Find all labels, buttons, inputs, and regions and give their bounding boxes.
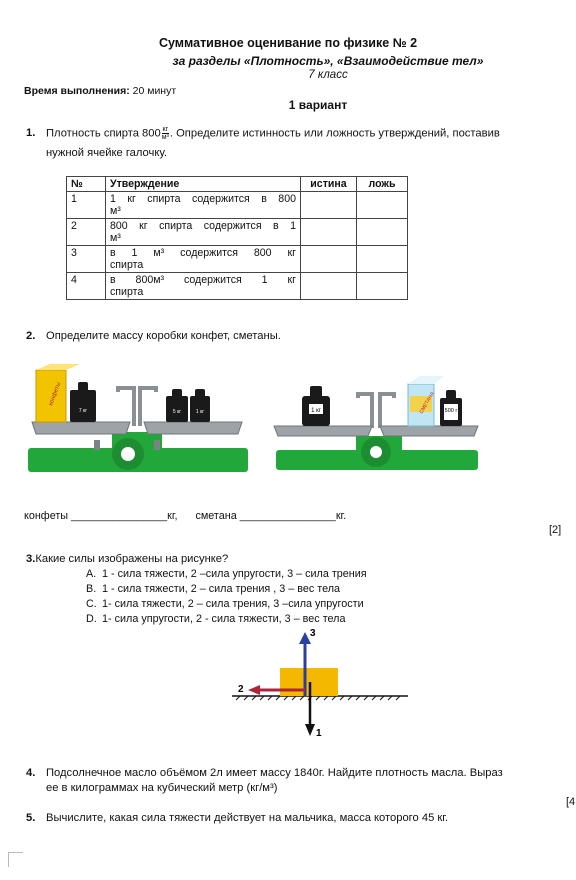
question-text: Вычислите, какая сила тяжести действует на мальчика, масса которого 45 кг. — [46, 812, 449, 824]
column-header-statement: Утверждение — [106, 177, 301, 192]
false-checkbox-cell[interactable] — [357, 246, 408, 273]
question-text: Плотность спирта 800 — [46, 127, 161, 140]
column-header-false: ложь — [357, 177, 408, 192]
page-corner-mark — [8, 852, 23, 867]
right-pan — [144, 422, 242, 434]
scale-sour-cream-illustration — [272, 374, 482, 474]
false-checkbox-cell[interactable] — [357, 273, 408, 300]
force-3-label: 3 — [310, 628, 316, 639]
option-a[interactable]: A. 1 - сила тяжести, 2 –сила упругости, 3 – сила трения — [86, 568, 367, 580]
option-b[interactable]: B. 1 - сила тяжести, 2 – сила трения , 3 – вес тела — [86, 583, 341, 595]
answer-sour-cream-unit: кг. — [335, 510, 347, 522]
statement-cell: в 1 м³ содержится 800 кг спирта — [106, 246, 301, 273]
question-text: Подсолнечное масло объёмом 2л имеет массу 1840г. Найдите плотность масла. Выраз — [46, 767, 503, 779]
candy-box-label: конфеты — [48, 381, 63, 407]
question-5 — [26, 812, 448, 824]
row-number: 4 — [67, 273, 106, 300]
table-header-row — [67, 177, 408, 192]
variant-label: 1 вариант — [288, 98, 348, 112]
arrow-1-head — [305, 724, 315, 736]
weight-500g-label: 500 г — [444, 408, 458, 414]
true-checkbox-cell[interactable] — [301, 219, 357, 246]
answer-candy-blank[interactable]: ________________ — [71, 510, 168, 522]
column-header-true: истина — [301, 177, 357, 192]
statements-table — [66, 176, 408, 300]
table-row — [67, 192, 408, 219]
option-c[interactable]: C. 1- сила тяжести, 2 – сила трения, 3 –сила упругости — [86, 598, 364, 610]
weight-7kg — [70, 390, 96, 422]
weight-7kg-label: 7 кг — [78, 408, 88, 414]
time-info — [24, 85, 176, 97]
true-checkbox-cell[interactable] — [301, 246, 357, 273]
question-2 — [26, 330, 281, 342]
worksheet-subtitle: за разделы «Плотность», «Взаимодействие тел» — [172, 54, 484, 68]
false-checkbox-cell[interactable] — [357, 192, 408, 219]
time-value: 20 минут — [132, 85, 177, 97]
arrow-2-head — [248, 685, 260, 695]
false-checkbox-cell[interactable] — [357, 219, 408, 246]
question-number: 1. — [26, 127, 36, 140]
answer-candy-unit: кг, — [167, 510, 178, 522]
statement-cell: 1 кг спирта содержится в 800 м³ — [106, 192, 301, 219]
q4-points: [4 — [566, 796, 576, 808]
force-diagram — [228, 626, 412, 742]
answer-sour-cream-blank[interactable]: ________________ — [239, 510, 336, 522]
question-text-continued: . Определите истинность или ложность утверждений, поставив — [169, 127, 500, 140]
question-4-line2: ее в килограммах на кубический метр (кг/м³) — [46, 782, 278, 794]
question-number: 3. — [26, 553, 36, 565]
answer-sour-cream-label: сметана — [195, 510, 237, 522]
question-number: 5. — [26, 812, 36, 824]
weight-1kg-label: 1 кг — [311, 408, 321, 414]
row-number: 3 — [67, 246, 106, 273]
time-label: Время выполнения: — [24, 85, 130, 97]
grade-label: 7 класс — [308, 69, 348, 81]
left-pan — [274, 426, 372, 436]
question-number: 4. — [26, 767, 36, 779]
question-3 — [26, 553, 228, 565]
statement-cell: 800 кг спирта содержится в 1 м³ — [106, 219, 301, 246]
statement-cell: в 800м³ содержится 1 кг спирта — [106, 273, 301, 300]
question-4 — [26, 767, 503, 779]
worksheet-title: Суммативное оценивание по физике № 2 — [158, 36, 418, 50]
row-number: 2 — [67, 219, 106, 246]
weight-5kg-label: 5 кг — [172, 409, 182, 415]
true-checkbox-cell[interactable] — [301, 192, 357, 219]
question-1 — [26, 126, 500, 141]
option-d[interactable]: D. 1- сила упругости, 2 - сила тяжести, 3 – вес тела — [86, 613, 346, 625]
question-text: Какие силы изображены на рисунке? — [35, 553, 229, 565]
force-2-label: 2 — [238, 684, 244, 695]
q2-points: [2] — [549, 524, 562, 536]
sour-cream-label: СМЕТАНА — [418, 391, 436, 415]
force-1-label: 1 — [316, 728, 322, 739]
question-number: 2. — [26, 330, 36, 342]
row-number: 1 — [67, 192, 106, 219]
answer-candy-label: конфеты — [24, 510, 69, 522]
question-1-line2: нужной ячейке галочку. — [46, 147, 167, 159]
table-row — [67, 273, 408, 300]
density-unit-fraction: $\frac{кг}{\text{м³}}$ — [161, 126, 169, 141]
column-header-number: № — [67, 177, 106, 192]
left-pan — [32, 422, 130, 434]
weight-1kg-label: 1 кг — [195, 409, 205, 415]
answer-options — [86, 567, 367, 627]
q2-answer-line — [24, 510, 346, 522]
right-pan — [380, 426, 478, 436]
true-checkbox-cell[interactable] — [301, 273, 357, 300]
scale-candy-illustration — [28, 362, 248, 474]
table-row — [67, 219, 408, 246]
table-row — [67, 246, 408, 273]
question-text: Определите массу коробки конфет, сметаны. — [46, 330, 281, 342]
